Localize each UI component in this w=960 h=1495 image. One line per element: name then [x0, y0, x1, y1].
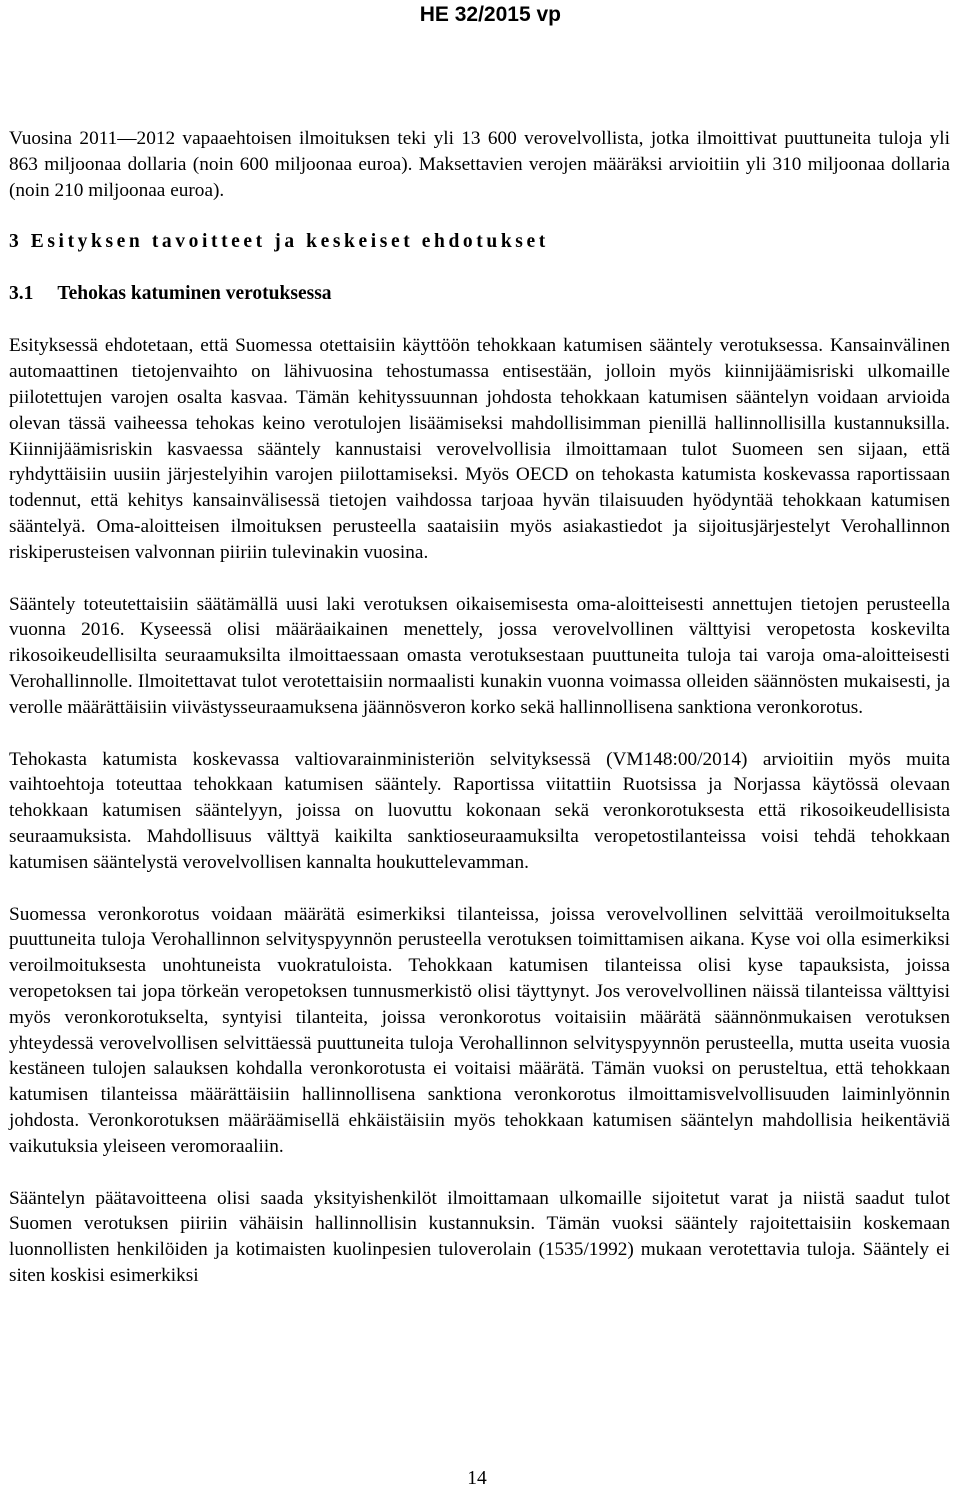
document-id: HE 32/2015 vp [419, 3, 561, 26]
document-header [0, 2, 960, 28]
paragraph: Vuosina 2011—2012 vapaaehtoisen ilmoituksen teki yli 13 600 verovelvollista, jotka ilmoittivat puuttuneita tuloja yli 863 miljoonaa dollaria (noin 600 miljoonaa euroa). Maksettavien verojen määräksi arvioitiin yli 310 miljoonaa dollaria (noin 210 miljoonaa euroa). [9, 128, 950, 201]
section-heading [9, 229, 950, 255]
paragraph: Esityksessä ehdotetaan, että Suomessa otettaisiin käyttöön tehokkaan katumisen sääntely verotuksessa. Kansainvälinen automaattinen tietojenvaihto on lähivuosina tehostumassa entisestään, jolloin myös kiinnijäämisriski ulkomaille piilotettujen varojen osalta kasvaa. Tämän kehityssuunnan johdosta tehokkaan katumisen sääntelyn voidaan arvioida olevan tässä vaiheessa tehokas keino verotulojen lisäämiseksi mahdollisimman pienillä hallinnollisilla kustannuksilla. Kiinnijäämisriskin kasvaessa sääntely kannustaisi verovelvollisia ilmoittamaan tulot Suomeen sen sijaan, että ryhdyttäisiin uusiin järjestelyihin varojen piilottamiseksi. Myös OECD on tehokasta katumista koskevassa raportissaan todennut, että kehitys kansainvälisessä tietojen vaihdossa tarjoaa hyvän tilaisuuden hyödyntää tehokkaan katumisen sääntelyä. Oma-aloitteisen ilmoituksen perusteella saataisiin myös asiakastiedot ja sijoitusjärjestelyt Verohallinnon riskiperusteisen valvonnan piiriin tulevinakin vuosina. [9, 335, 950, 563]
document-body [9, 126, 950, 1289]
section-title: Esityksen tavoitteet ja keskeiset ehdotukset [30, 231, 549, 253]
paragraph: Suomessa veronkorotus voidaan määrätä esimerkiksi tilanteissa, joissa verovelvollinen selvittää veroilmoitukselta puuttuneita tuloja Verohallinnon selvityspyynnön perusteella verotuksen toimittamisen aikana. Kyse voi olla esimerkiksi veroilmoituksesta unohtuneista vuokratuloista. Tehokkaan katumisen tilanteissa olisi kyse tapauksista, joissa veropetoksen tai jopa törkeän veropetoksen tunnusmerkistö olisi täyttynyt. Jos verovelvollinen näissä tilanteissa välttyisi myös veronkorotukselta, syntyisi tilanteita, joissa veronkorotus voitaisiin määrätä säännönmukaisen verotuksen yhteydessä verovelvollisen selvittäessä puuttuneita tuloja Verohallinnon selvityspyynnön perusteella, mutta useita vuosia kestäneen tulojen salauksen kohdalla veronkorotusta ei voitaisi määrätä. Tämän vuoksi on perusteltua, että tehokkaan katumisen tilanteissa määrättäisiin hallinnollisena sanktiona veronkorotus ilmoittamisvelvollisuuden laiminlyönnin johdosta. Veronkorotuksen määräämisellä ehkäistäisiin myös tehokkaan katumisen sääntelyn mahdollisia heikentäviä vaikutuksia yleiseen veromoraaliin. [9, 903, 950, 1157]
subsection-number: 3.1 [9, 283, 34, 305]
paragraph: Sääntely toteutettaisiin säätämällä uusi laki verotuksen oikaisemisesta oma-aloitteisesti annettujen tietojen perusteella vuonna 2016. Kyseessä olisi määräaikainen menettely, jossa verovelvollinen välttyisi veropetosta koskevilta rikosoikeudellisilta seuraamuksilta ilmoittaessaan omasta verotuksestaan puuttuneita tuloja tai varoja oma-aloitteisesti Verohallinnolle. Ilmoitettavat tulot verotettaisiin normaalisti kunakin vuonna voimassa olleiden säännösten mukaisesti, ja verolle määrättäisiin viivästysseuraamuksena jäännösveron korko sekä hallinnollisena sanktiona veronkorotus. [9, 593, 950, 718]
paragraph: Sääntelyn päätavoitteena olisi saada yksityishenkilöt ilmoittamaan ulkomaille sijoitetut varat ja niistä saadut tulot Suomen verotuksen piiriin vähäisin hallinnollisin kustannuksin. Tämän vuoksi sääntely rajoitettaisiin koskemaan luonnollisten henkilöiden ja kotimaisten kuolinpesien tuloverolain (1535/1992) mukaan verotettavia tuloja. Sääntely ei siten koskisi esimerkiksi [9, 1187, 950, 1286]
section-number: 3 [9, 231, 19, 253]
subsection-heading [9, 281, 950, 307]
paragraph: Tehokasta katumista koskevassa valtiovarainministeriön selvityksessä (VM148:00/2014) arvioitiin myös muita vaihtoehtoja toteuttaa tehokkaan katumisen sääntely. Raportissa viitattiin Ruotsissa ja Norjassa käytössä olevaan tehokkaan katumisen sääntelyyn, joissa on luovuttu kokonaan sekä veronkorotuksesta että rikosoikeudellisista seuraamuksista. Mahdollisuus välttyä kaikilta sanktioseuraamuksilta veropetostilanteissa voisi tehdä tehokkaan katumisen sääntelystä verovelvollisen kannalta houkuttelevamman. [9, 748, 950, 873]
subsection-title: Tehokas katuminen verotuksessa [57, 283, 332, 305]
page-number: 14 [467, 1468, 487, 1489]
